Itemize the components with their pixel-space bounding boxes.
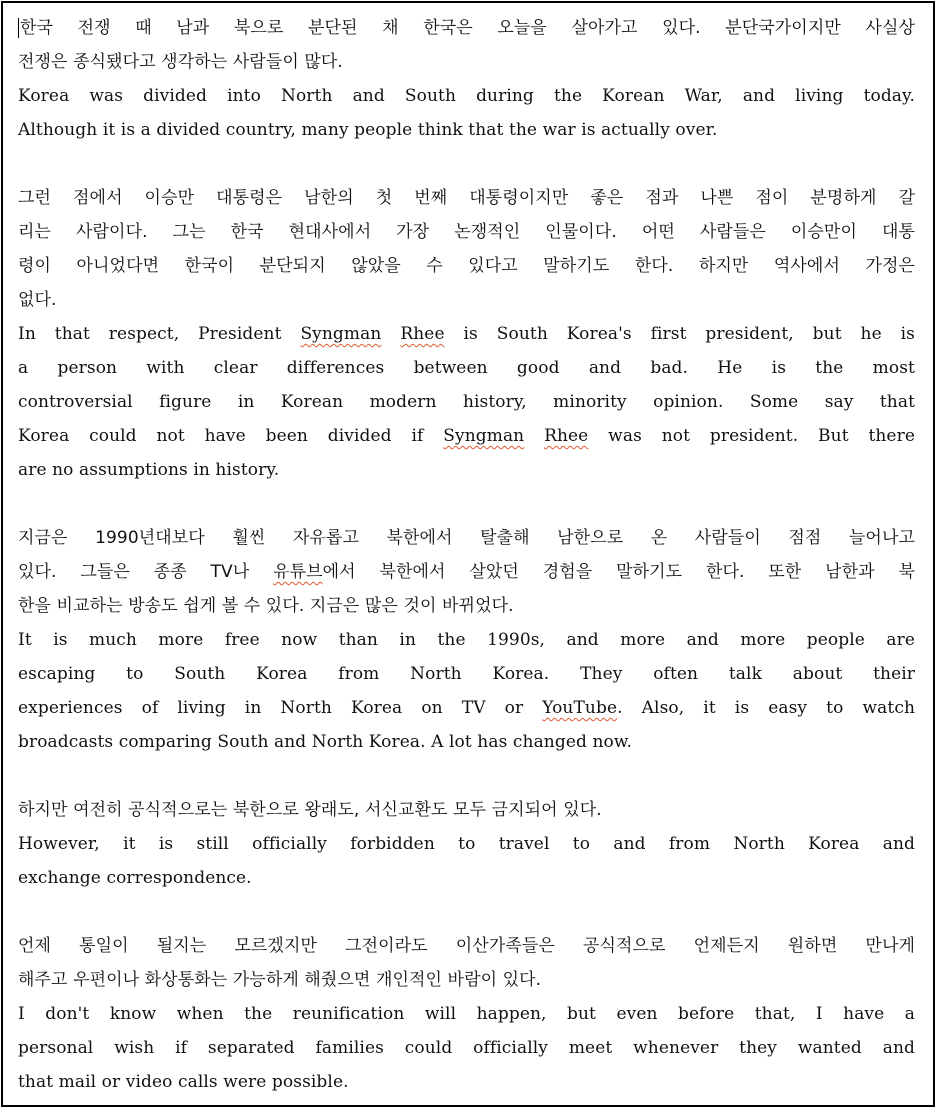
paragraph-3 [18, 521, 915, 759]
korean-line: 지금은 1990년대보다 훨씬 자유롭고 북한에서 탈출해 남한으로 온 사람들이 점점 늘어나고 [18, 528, 915, 548]
english-line: are no assumptions in history. [18, 460, 280, 480]
english-line: Although it is a divided country, many people think that the war is actually over. [18, 120, 718, 140]
spellcheck-mark: 유튜브 [273, 562, 323, 582]
document-page [1, 1, 935, 1107]
text-cursor [18, 18, 19, 38]
english-line: Korea could not have been divided if Syngman Rhee was not president. But there [18, 426, 915, 446]
korean-line: 해주고 우편이나 화상통화는 가능하게 해줬으면 개인적인 바람이 있다. [18, 970, 542, 990]
paragraph-spacer [18, 147, 915, 181]
english-line: exchange correspondence. [18, 868, 252, 888]
english-line: broadcasts comparing South and North Korea. A lot has changed now. [18, 732, 633, 752]
spellcheck-mark: YouTube [542, 698, 618, 718]
spellcheck-mark: Rhee [544, 426, 589, 446]
paragraph-5 [18, 929, 915, 1099]
english-line: In that respect, President Syngman Rhee is South Korea's first president, but he is [18, 324, 915, 344]
english-line: experiences of living in North Korea on TV or YouTube. Also, it is easy to watch [18, 698, 915, 718]
english-line: I don't know when the reunification will happen, but even before that, I have a [18, 1004, 915, 1024]
korean-line [18, 11, 915, 45]
paragraph-4 [18, 793, 915, 895]
korean-line: 언제 통일이 될지는 모르겠지만 그전이라도 이산가족들은 공식적으로 언제든지 원하면 만나게 [18, 936, 915, 956]
korean-line: 령이 아니었다면 한국이 분단되지 않았을 수 있다고 말하기도 한다. 하지만 역사에서 가정은 [18, 256, 915, 276]
english-line: escaping to South Korea from North Korea. They often talk about their [18, 664, 915, 684]
korean-line: 하지만 여전히 공식적으로는 북한으로 왕래도, 서신교환도 모두 금지되어 있다. [18, 800, 602, 820]
document-body[interactable] [3, 3, 933, 1099]
paragraph-1 [18, 11, 915, 147]
paragraph-spacer [18, 895, 915, 929]
paragraph-2 [18, 181, 915, 487]
spellcheck-mark: Rhee [400, 324, 445, 344]
english-line: It is much more free now than in the 1990s, and more and more people are [18, 630, 915, 650]
korean-line: 한을 비교하는 방송도 쉽게 볼 수 있다. 지금은 많은 것이 바뀌었다. [18, 596, 514, 616]
paragraph-spacer [18, 759, 915, 793]
english-line: personal wish if separated families could officially meet whenever they wanted and [18, 1038, 915, 1058]
korean-line: 없다. [18, 290, 57, 310]
korean-line: 그런 점에서 이승만 대통령은 남한의 첫 번째 대통령이지만 좋은 점과 나쁜 점이 분명하게 갈 [18, 188, 915, 208]
english-line: Korea was divided into North and South during the Korean War, and living today. [18, 86, 915, 106]
english-line: a person with clear differences between good and bad. He is the most [18, 358, 915, 378]
english-line: controversial figure in Korean modern history, minority opinion. Some say that [18, 392, 915, 412]
spellcheck-mark: Syngman [443, 426, 525, 446]
paragraph-spacer [18, 487, 915, 521]
line-text: 한국 전쟁 때 남과 북으로 분단된 채 한국은 오늘을 살아가고 있다. 분단국가이지만 사실상 [20, 18, 915, 38]
english-line: that mail or video calls were possible. [18, 1072, 349, 1092]
english-line: However, it is still officially forbidden to travel to and from North Korea and [18, 834, 915, 854]
korean-line: 리는 사람이다. 그는 한국 현대사에서 가장 논쟁적인 인물이다. 어떤 사람들은 이승만이 대통 [18, 222, 915, 242]
korean-line: 전쟁은 종식됐다고 생각하는 사람들이 많다. [18, 52, 343, 72]
korean-line: 있다. 그들은 종종 TV나 유튜브에서 북한에서 살았던 경험을 말하기도 한다. 또한 남한과 북 [18, 562, 915, 582]
spellcheck-mark: Syngman [300, 324, 382, 344]
